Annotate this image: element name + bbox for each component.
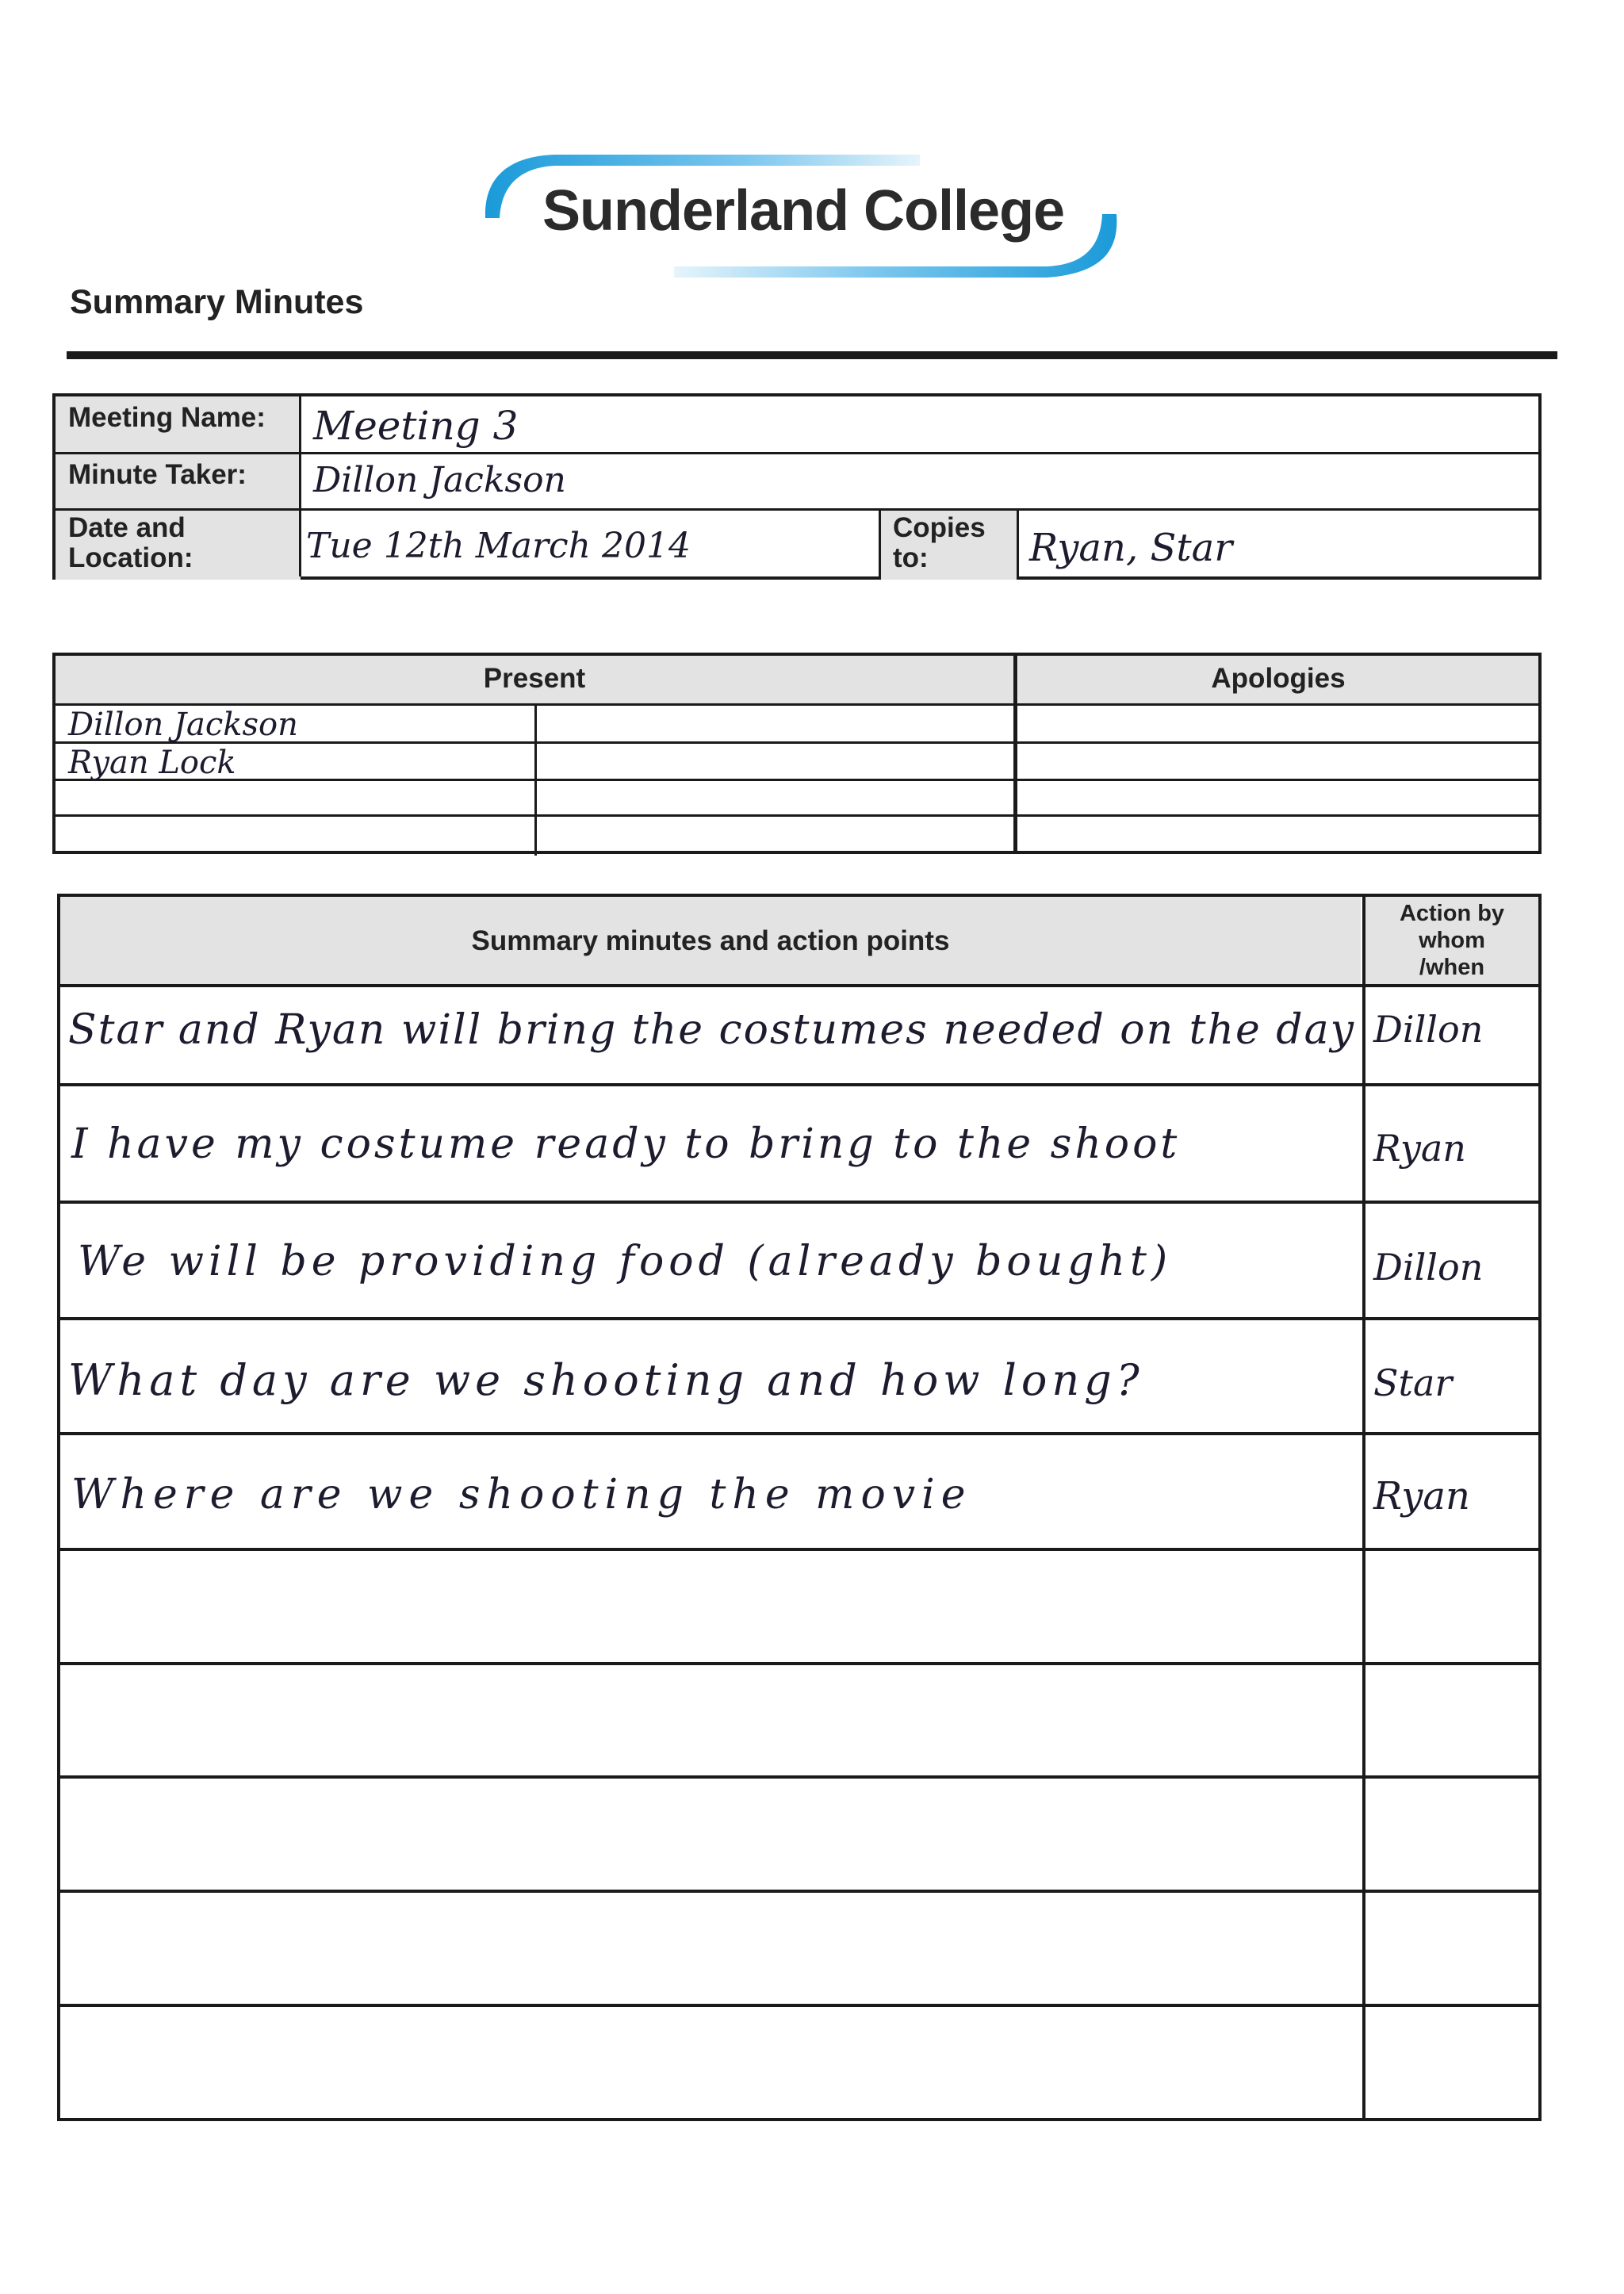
meeting-name-label-text: Meeting Name:: [68, 402, 266, 433]
minutes-table: [57, 894, 1542, 2121]
minute-text: Where are we shooting the movie: [71, 1471, 972, 1518]
action-header-line1: Action by: [1399, 901, 1505, 926]
meeting-header-table: [52, 393, 1542, 580]
row-divider: [60, 984, 1538, 987]
col-divider: [1017, 508, 1019, 580]
row-divider: [56, 703, 1538, 706]
minute-text: Star and Ryan will bring the costumes needed on the day: [68, 1006, 1355, 1054]
minute-taker-label-text: Minute Taker:: [68, 459, 247, 490]
action-header: [1365, 897, 1538, 986]
row-divider: [56, 452, 1538, 454]
meeting-name-label: [56, 396, 301, 454]
college-logo-text: Sunderland College: [542, 179, 1065, 243]
col-divider: [1013, 656, 1017, 851]
document-title: Summary Minutes: [70, 283, 364, 321]
present-name: Ryan Lock: [68, 745, 236, 781]
meeting-name-value: Meeting 3: [313, 403, 519, 449]
row-divider: [60, 1775, 1538, 1779]
attendance-table: [52, 653, 1542, 854]
row-divider: [56, 508, 1538, 511]
apologies-header-text: Apologies: [1211, 663, 1346, 694]
apologies-header: [1018, 656, 1538, 705]
minutes-header: [60, 897, 1361, 986]
row-divider: [60, 1201, 1538, 1204]
minute-text: We will be providing food (already bought): [78, 1238, 1173, 1285]
date-location-value: Tue 12th March 2014: [306, 526, 691, 566]
date-location-label-line1: Date and: [68, 512, 186, 543]
row-divider: [56, 779, 1538, 781]
col-divider: [299, 396, 301, 576]
row-divider: [60, 1662, 1538, 1665]
row-divider: [60, 1083, 1538, 1086]
col-divider: [1362, 897, 1365, 2118]
present-name: Dillon Jackson: [68, 707, 298, 743]
minute-taker-label: [56, 454, 301, 510]
minute-action: Ryan: [1373, 1127, 1466, 1170]
minute-text: What day are we shooting and how long?: [68, 1355, 1144, 1405]
row-divider: [60, 1890, 1538, 1893]
date-location-label-line2: Location:: [68, 542, 193, 573]
action-header-line2: whom: [1419, 928, 1485, 953]
col-divider: [534, 705, 537, 856]
action-header-line3: /when: [1419, 955, 1485, 980]
minute-taker-value: Dillon Jackson: [313, 460, 566, 500]
minutes-header-text: Summary minutes and action points: [471, 925, 950, 956]
present-header-text: Present: [483, 663, 586, 694]
copies-label-line1: Copies: [893, 512, 986, 543]
col-divider: [879, 508, 881, 580]
row-divider: [60, 2004, 1538, 2007]
minute-text: I have my costume ready to bring to the shoot: [71, 1120, 1181, 1168]
copies-value: Ryan, Star: [1029, 526, 1233, 570]
row-divider: [60, 1432, 1538, 1435]
row-divider: [60, 1317, 1538, 1320]
present-header: [56, 656, 1013, 705]
copies-label-line2: to:: [893, 542, 929, 573]
minute-action: Ryan: [1373, 1474, 1470, 1518]
date-location-label: [56, 510, 301, 580]
title-rule: [67, 351, 1557, 359]
row-divider: [56, 814, 1538, 817]
copies-label: [880, 510, 1018, 580]
row-divider: [60, 1548, 1538, 1551]
minute-action: Star: [1373, 1361, 1453, 1404]
minute-action: Dillon: [1373, 1246, 1484, 1289]
minute-action: Dillon: [1373, 1008, 1484, 1051]
